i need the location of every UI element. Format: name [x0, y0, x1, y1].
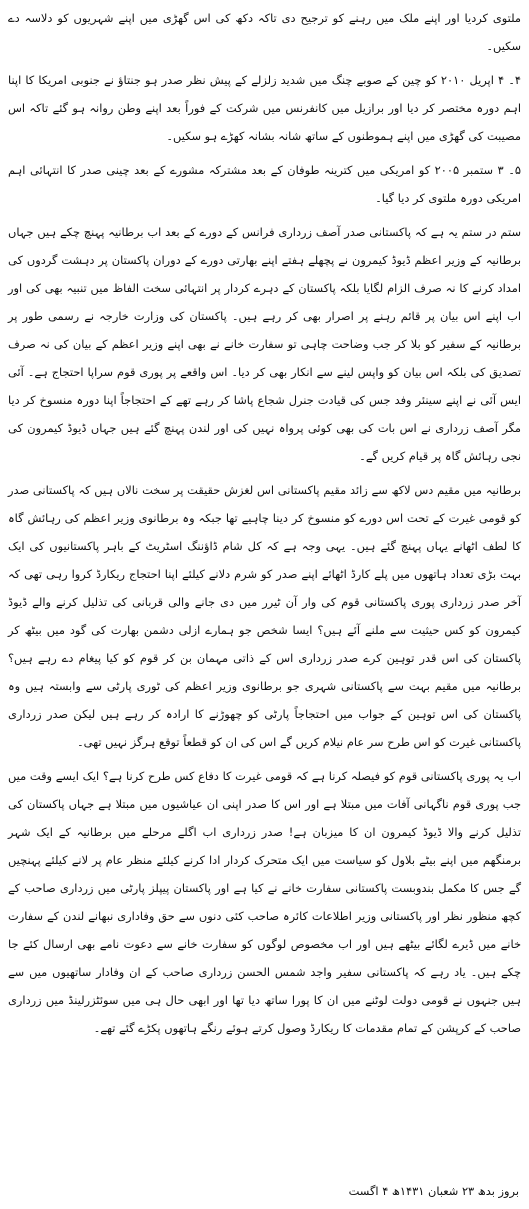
article-paragraph-2: ۴۔ ۴ اپریل ۲۰۱۰ کو چین کے صوبے چنگ میں شدید زلزلے کے پیش نظر صدر ہو جنتاؤ نے جنوبی امریکا کا اپنا اہم دورہ مختصر کر دیا اور برازیل میں کانفرنس میں شرکت کے فوراً بعد اپنے وطن روانہ ہو گئے تاکہ اس مصیبت کی گھڑی میں اپنے ہموطنوں کے ساتھ شانہ بشانہ کھڑے ہو سکیں۔ [8, 73, 521, 143]
article-paragraph-4: ستم در ستم یہ ہے کہ پاکستانی صدر آصف زرداری فرانس کے دورے کے بعد اب برطانیہ پہنچ چکے ہیں جہاں برطانیہ کے وزیر اعظم ڈیوڈ کیمرون نے پچھلے ہفتے اپنے بھارتی دورے کے دوران پاکستان پر دہشت گردوں کی امداد کرنے کا نہ صرف الزام لگایا بلکہ پاکستان کے دہرے کردار پر انتہائی سخت الفاظ میں تنبیہ بھی کی اور اب اپنے اس بیان پر قائم رہنے پر اصرار بھی کر رہے ہیں۔ پاکستان کی وزارت خارجہ نے رسمی طور پر برطانیہ کے سفیر کو بلا کر جب وضاحت چاہی تو سفارت خانے نے بھی اپنے وزیر اعظم کے بیان کی نہ صرف تصدیق کی بلکہ اس بیان کو واپس لینے سے انکار بھی کر دیا۔ اس واقعے پر پوری قوم سراپا احتجاج ہے۔ آئی ایس آئی نے اپنے سینئر وفد جس کی قیادت جنرل شجاع پاشا کر رہے تھے کے احتجاجاً اپنا دورہ منسوخ کر دیا مگر آصف زرداری نے اس بات کی بھی کوئی پرواہ نہیں کی اور لندن پہنچ گئے ہیں جہاں ڈیوڈ کیمرون کی نجی رہائش گاہ پر قیام کریں گے۔ [8, 225, 521, 463]
date-signature: بروز بدھ ۲۳ شعبان ۱۴۳۱ھ ۴ اگست [348, 1184, 519, 1198]
article-paragraph-1: ملتوی کردیا اور اپنے ملک میں رہنے کو ترجیح دی تاکہ دکھ کی اس گھڑی میں اپنے شہریوں کو دلاسہ دے سکیں۔ [8, 11, 521, 53]
article-paragraph-5: برطانیہ میں مقیم دس لاکھ سے زائد مقیم پاکستانی اس لغزش حقیقت پر سخت نالاں ہیں کہ پاکستانی صدر کو قومی غیرت کے تحت اس دورے کو منسوخ کر دینا چاہیے تھا جبکہ وہ برطانوی وزیر اعظم کی رہائش گاہ کا لطف اٹھانے یہاں پہنچ گئے ہیں۔ یہی وجہ ہے کہ کل شام ڈاؤننگ اسٹریٹ کے باہر پاکستانیوں کی ایک بہت بڑی تعداد ہاتھوں میں پلے کارڈ اٹھائے اپنے صدر کو شرم دلانے کیلئے اپنا احتجاج ریکارڈ کروا رہی تھی کہ آخر صدر زرداری پوری پاکستانی قوم کی وار آن ٹیرر میں دی جانے والی قربانی کی تذلیل کرنے والے ڈیوڈ کیمرون کو کس حیثیت سے ملنے آئے ہیں؟ ایسا شخص جو ہمارے ازلی دشمن بھارت کی گود میں بیٹھ کر پاکستان کی اس قدر توہین کرے صدر زرداری اس کے ذاتی مہمان بن کر قوم کو کیا پیغام دے رہے ہیں؟ برطانیہ میں مقیم بہت سے پاکستانی شہری جو برطانوی وزیر اعظم کی ٹوری پارٹی سے وابستہ ہیں وہ پاکستان کی اس توہین کے جواب میں احتجاجاً پارٹی کو چھوڑنے کا ارادہ کر رہے ہیں لیکن صدر زرداری پاکستانی غیرت کو اس طرح سر عام نیلام کریں گے اس کی ان کو قطعاً توقع ہرگز نہیں تھی۔ [8, 483, 521, 749]
article-paragraph-3: ۵۔ ۳ ستمبر ۲۰۰۵ کو امریکی میں کترینہ طوفان کے بعد مشترکہ مشورے کے بعد چینی صدر کا انتہائی اہم امریکی دورہ ملتوی کر دیا گیا۔ [8, 163, 521, 205]
article-paragraph-6: اب یہ پوری پاکستانی قوم کو فیصلہ کرنا ہے کہ قومی غیرت کا دفاع کس طرح کرنا ہے؟ ایک ایسے وقت میں جب پوری قوم ناگہانی آفات میں مبتلا ہے اور اس کا صدر اپنی ان عیاشیوں میں مبتلا ہے جہاں پاکستان کی تذلیل کرنے والا ڈیوڈ کیمرون ان کا میزبان ہے! صدر زرداری اب اگلے مرحلے میں برطانیہ کے ایک شہر برمنگھم میں اپنے بیٹے بلاول کو سیاست میں ایک متحرک کردار ادا کرنے کیلئے منظر عام پر لانے کیلئے پہنچیں گے جس کا مکمل بندوبست پاکستانی سفارت خانے نے کیا ہے اور پاکستان پیپلز پارٹی میں زرداری صاحب کے کچھ منظور نظر اور پاکستانی وزیر اطلاعات کائرہ صاحب کئی دنوں سے حق وفاداری نبھانے لندن کے سفارت خانے میں ڈیرے لگائے بیٹھے ہیں اور اب مخصوص لوگوں کو سفارت خانے سے دعوت نامے بھی ارسال کئے جا چکے ہیں۔ یاد رہے کہ پاکستانی سفیر واجد شمس الحسن زرداری صاحب کے ان وفادار ساتھیوں میں سے ہیں جنہوں نے قومی دولت لوٹنے میں ان کا پورا ساتھ دیا تھا اور ابھی حال ہی میں سوئٹزرلینڈ میں زرداری صاحب کے کرپشن کے تمام مقدمات کا ریکارڈ وصول کرتے ہوئے رنگے ہاتھوں پکڑے گئے تھے۔ [8, 769, 521, 1035]
